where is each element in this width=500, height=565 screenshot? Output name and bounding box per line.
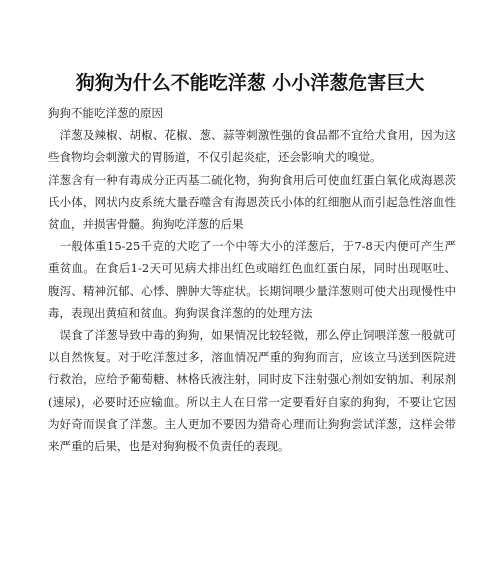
paragraph-toxin: 洋葱含有一种有毒成分正丙基二硫化物，狗狗食用后可使血红蛋白氧化成海恩茨氏小体，网状内皮系统大量吞噬含有海恩茨氏小体的红细胞从而引起急性溶血性贫血，并损害骨髓。狗狗吃洋葱的后果 [48, 172, 456, 232]
paragraph-consequences: 一般体重15-25千克的犬吃了一个中等大小的洋葱后，于7-8天内便可产生严重贫血。在食后1-2天可见病犬排出红色或暗红色血红蛋白尿，同时出现呕吐、腹泻、精神沉郁、心悸、脾肿大等症状。长期饲喂少量洋葱则可使犬出现慢性中毒，表现出黄疸和贫血。狗狗误食洋葱的的处理方法 [48, 239, 456, 320]
section-heading: 狗狗不能吃洋葱的原因 [48, 106, 163, 120]
paragraph-treatment: 误食了洋葱导致中毒的狗狗，如果情况比较轻微，那么停止饲喂洋葱一般就可以自然恢复。对于吃洋葱过多，溶血情况严重的狗狗而言，应该立马送到医院进行救治，应给予葡萄糖、林格氏液注射，同时皮下注射强心剂如安钠加、利尿剂(速尿)，必要时还应输血。所以主人在日常一定要看好自家的狗狗，不要让它因为好奇而误食了洋葱。主人更加不要因为猎奇心理而让狗狗尝试洋葱，这样会带来严重的后果，也是对狗狗极不负责任的表现。 [48, 328, 456, 454]
paragraph-reasons: 洋葱及辣椒、胡椒、花椒、葱、蒜等刺激性强的食品都不宜给犬食用，因为这些食物均会刺激犬的胃肠道，不仅引起炎症，还会影响犬的嗅觉。 [48, 128, 456, 165]
article-title: 狗狗为什么不能吃洋葱 小小洋葱危害巨大 [75, 72, 425, 94]
article-body [48, 102, 456, 457]
